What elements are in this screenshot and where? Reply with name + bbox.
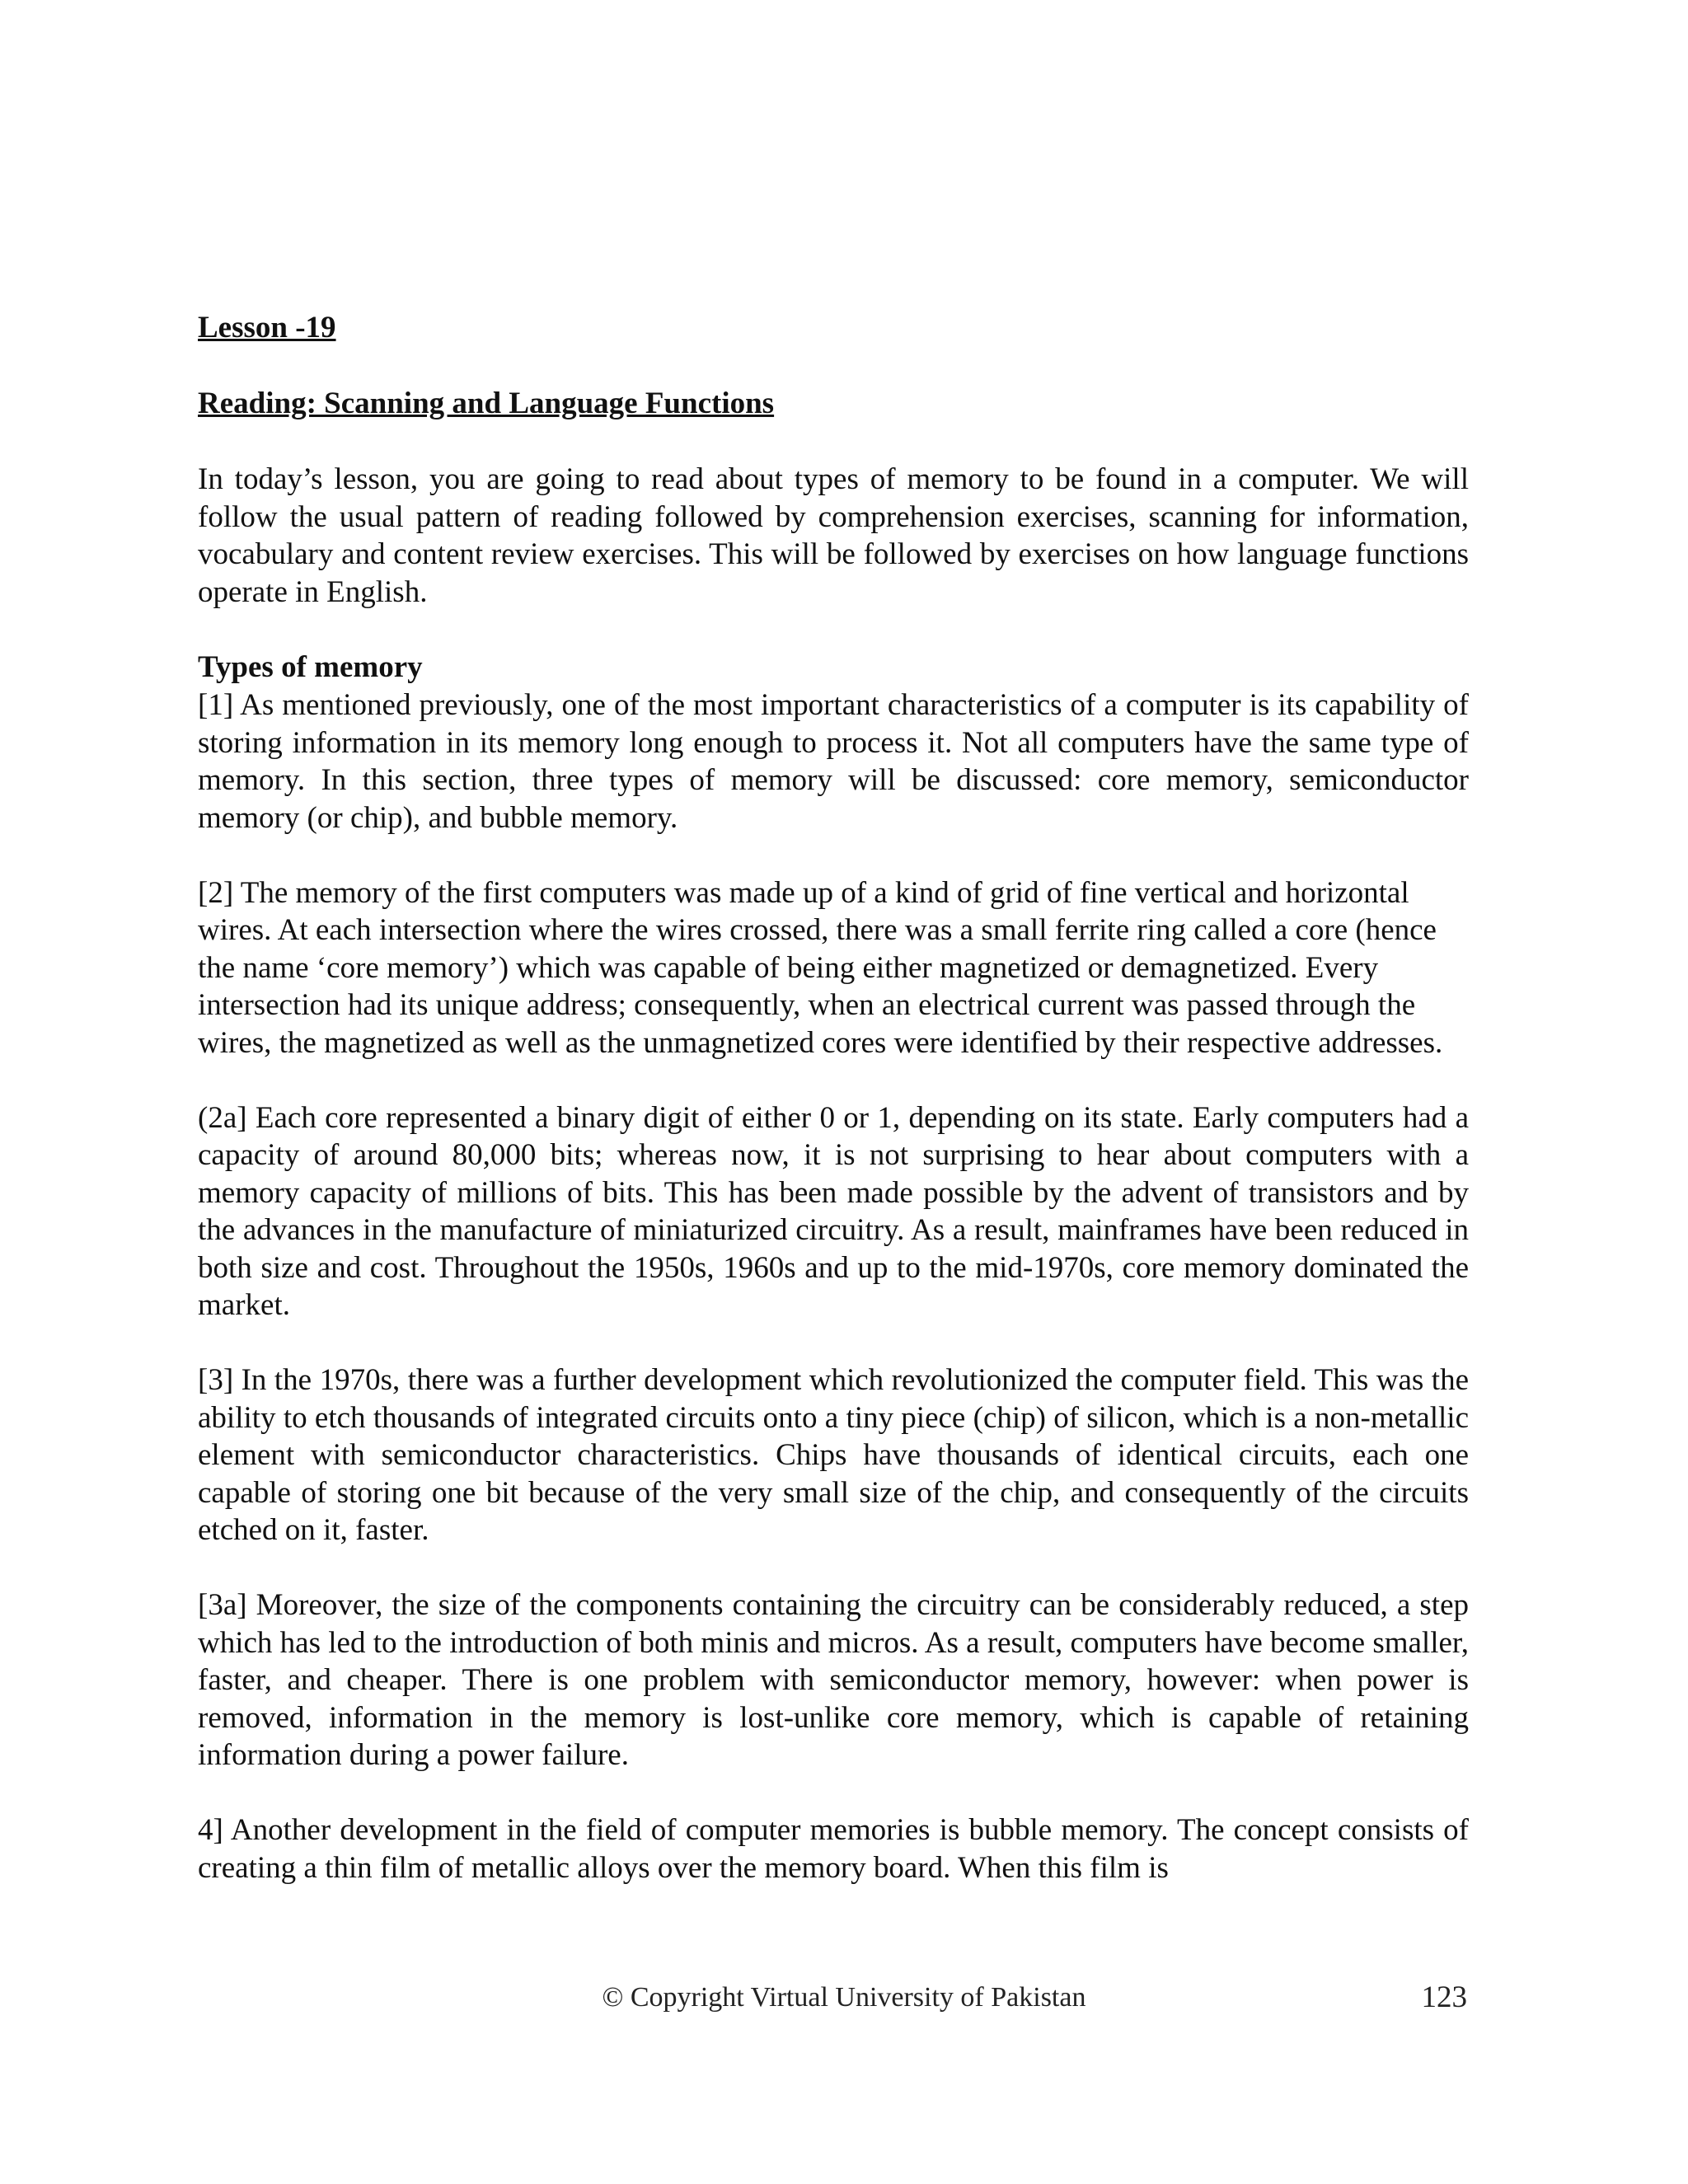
- paragraph-4: 4] Another development in the field of computer memories is bubble memory. The concept consists of creating a thin film of metallic alloys over the memory board. When this film is: [198, 1813, 1469, 1885]
- paragraph-3: [3] In the 1970s, there was a further development which revolutionized the computer field. This was the ability to etch thousands of integrated circuits onto a tiny piece (chip) of silicon, which is a non-metallic element with semiconductor characteristics. Chips have thousands of identical circuits, each one capable of storing one bit because of the very small size of the chip, and consequently of the circuits etched on it, faster.: [198, 1363, 1469, 1547]
- paragraph-2: [2] The memory of the first computers was made up of a kind of grid of fine vertical and horizontal wires. At each intersection where the wires crossed, there was a small ferrite ring called a core (hence the name ‘core memory’) which was capable of being either magnetized or demagnetized. Every intersection had its unique address; consequently, when an electrical current was passed through the wires, the magnetized as well as the unmagnetized cores were identified by their respective addresses.: [198, 875, 1443, 1060]
- types-of-memory-heading: Types of memory: [198, 650, 423, 684]
- page-content: [198, 309, 1469, 1886]
- lesson-title: Lesson -19: [198, 311, 336, 344]
- intro-paragraph: In today’s lesson, you are going to read about types of memory to be found in a computer. We will follow the usual pattern of reading followed by comprehension exercises, scanning for information, vocabulary and content review exercises. This will be followed by exercises on how language functions operate in English.: [198, 462, 1469, 609]
- section-title: Reading: Scanning and Language Functions: [198, 387, 775, 420]
- paragraph-1: [1] As mentioned previously, one of the most important characteristics of a computer is its capability of storing information in its memory long enough to process it. Not all computers have the same type of memory. In this section, three types of memory will be discussed: core memory, semiconductor memory (or chip), and bubble memory.: [198, 688, 1469, 835]
- footer-copyright: © Copyright Virtual University of Pakistan: [602, 1982, 1086, 2013]
- paragraph-2a: (2a] Each core represented a binary digit of either 0 or 1, depending on its state. Early computers had a capacity of around 80,000 bits; whereas now, it is not surprising to hear about computers with a memory capacity of millions of bits. This has been made possible by the advent of transistors and by the advances in the manufacture of miniaturized circuitry. As a result, mainframes have been reduced in both size and cost. Throughout the 1950s, 1960s and up to the mid-1970s, core memory dominated the market.: [198, 1100, 1469, 1322]
- paragraph-3a: [3a] Moreover, the size of the components containing the circuitry can be considerably reduced, a step which has led to the introduction of both minis and micros. As a result, computers have become smaller, faster, and cheaper. There is one problem with semiconductor memory, however: when power is removed, information in the memory is lost-unlike core memory, which is capable of retaining information during a power failure.: [198, 1588, 1469, 1772]
- page-number: 123: [1421, 1980, 1467, 2014]
